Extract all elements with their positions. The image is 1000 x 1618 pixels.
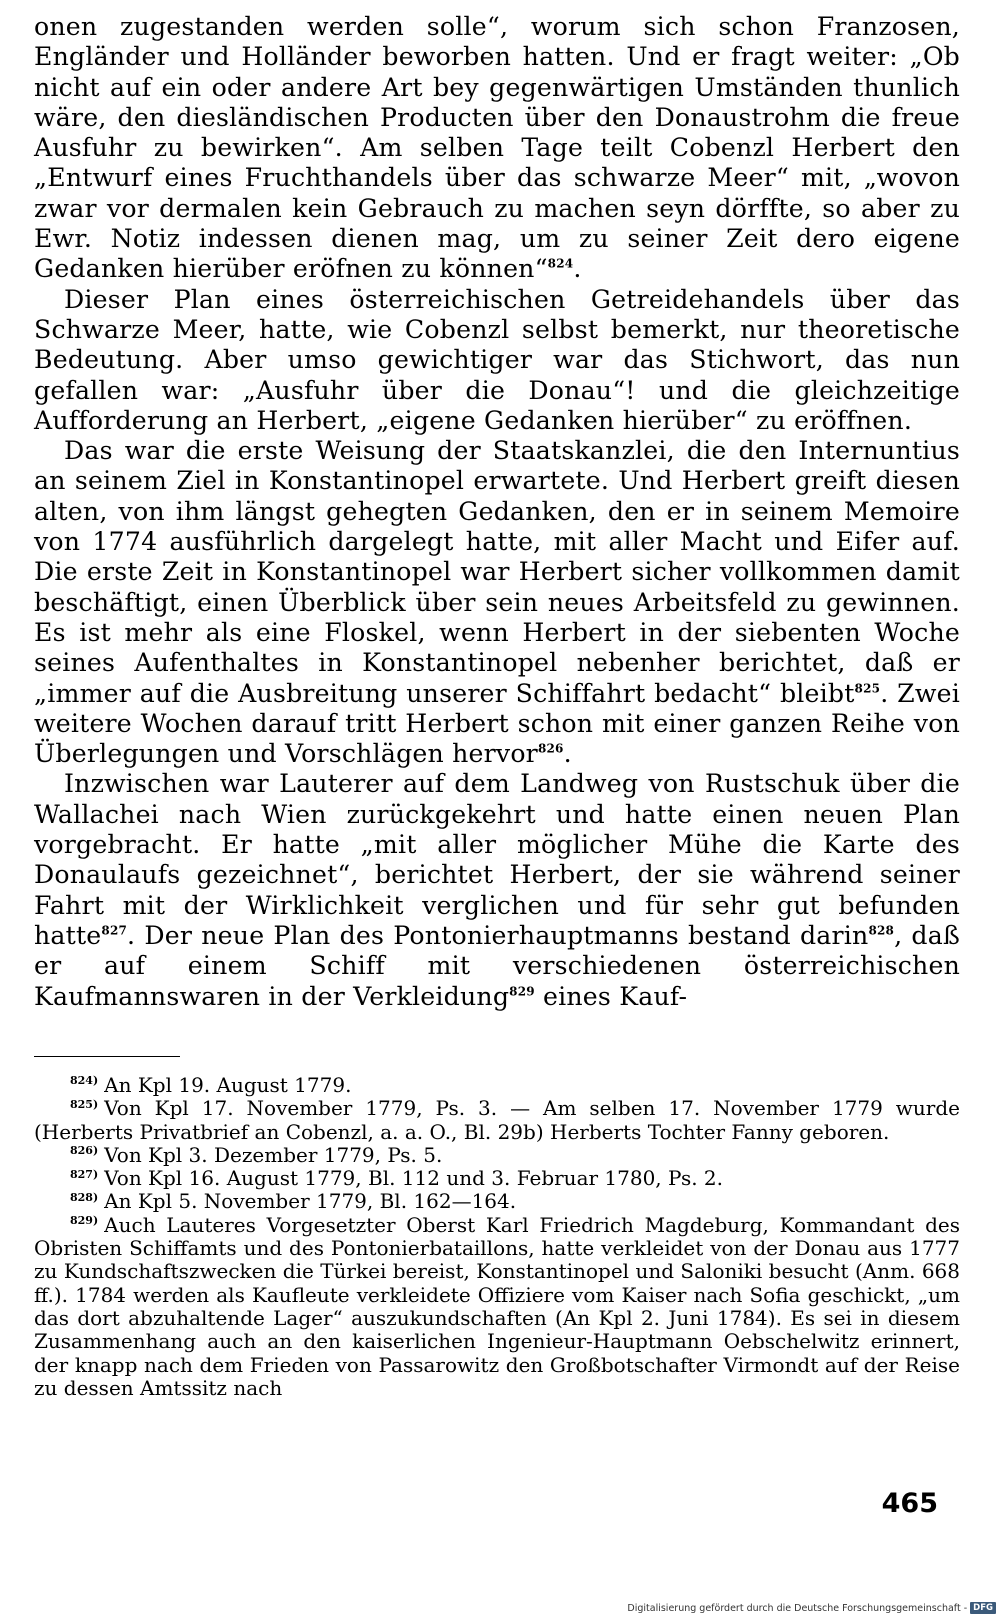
footnote-829: $^{829)}$ Auch Lauteres Vorgesetzter Oberst Karl Friedrich Magdeburg, Kommandant des Obristen Schiffamts und des Pontonierbataillons, hatte verkleidet von der Donau aus 1777 zu Kundschaftszwecken die Türkei bereist, Konstantinopel und Saloniki besucht (Anm. 668 ff.). 1784 werden als Kaufleute verkleidete Offiziere vom Kaiser nach Sofia geschickt, „um das dort abzuhaltende Lager“ auszukundschaften (An Kpl 2. Juni 1784). Es sei in diesem Zusammenhang auch an den kaiserlichen Ingenieur-Hauptmann Oebschelwitz erinnert, der knapp nach dem Frieden von Passarowitz den Großbotschafter Virmondt auf der Reise zu dessen Amtssitz nach: [34, 1212, 960, 1400]
footnote-ref-825[interactable]: 825: [854, 681, 881, 696]
paragraph-1: onen zugestanden werden solle“, worum sich schon Franzosen, Engländer und Holländer beworben hatten. Und er fragt weiter: „Ob nicht auf ein oder andere Art bey gegenwärtigen Umständen thunlich wäre, den diesländischen Producten über den Donaustrohm die freue Ausfuhr zu bewirken“. Am selben Tage teilt Cobenzl Herbert den „Entwurf eines Fruchthandels über das schwarze Meer“ mit, „wovon zwar vor dermalen kein Gebrauch zu machen seyn dörffte, so aber zu Ewr. Notiz indessen dienen mag, um zu seiner Zeit dero eigene Gedanken hierüber eröfnen zu können“$^{824}$.: [34, 12, 960, 284]
footnote-ref-824[interactable]: 824: [547, 256, 574, 271]
footnote-826: $^{826)}$ Von Kpl 3. Dezember 1779, Ps. 5.: [70, 1142, 443, 1167]
footnote-824: $^{824)}$ An Kpl 19. August 1779.: [70, 1073, 352, 1097]
dfg-logo-icon: DFG: [970, 1602, 996, 1614]
footnote-divider: [34, 1056, 180, 1057]
digitization-credit: [627, 1602, 996, 1614]
credit-text: Digitalisierung gefördert durch die Deutsche Forschungsgemeinschaft -: [627, 1602, 968, 1614]
footnote-825: $^{825)}$ Von Kpl 17. November 1779, Ps. 3. — Am selben 17. November 1779 wurde (Herberts Privatbrief an Cobenzl, a. a. O., Bl. 29b) Herberts Tochter Fanny geboren.: [34, 1096, 960, 1144]
footnote-ref-827[interactable]: 827: [101, 923, 128, 938]
footnote-ref-826[interactable]: 826: [537, 741, 564, 756]
footnotes: [34, 1074, 960, 1400]
main-text: [34, 12, 960, 1012]
footnote-ref-829[interactable]: 829: [509, 984, 535, 999]
paragraph-2: Dieser Plan eines österreichischen Getreidehandels über das Schwarze Meer, hatte, wie Cobenzl selbst bemerkt, nur theoretische Bedeutung. Aber umso gewichtiger war das Stichwort, das nun gefallen war: „Ausfuhr über die Donau“! und die gleichzeitige Aufforderung an Herbert, „eigene Gedanken hierüber“ zu eröffnen.: [34, 284, 960, 435]
paragraph-3: Das war die erste Weisung der Staatskanzlei, die den Internuntius an seinem Ziel in Konstantinopel erwartete. Und Herbert greift diesen alten, von ihm längst gehegten Gedanken, den er in seinem Memoire von 1774 ausführlich dargelegt hatte, mit aller Macht und Eifer auf. Die erste Zeit in Konstantinopel war Herbert sicher vollkommen damit beschäftigt, einen Überblick über sein neues Arbeitsfeld zu gewinnen. Es ist mehr als eine Floskel, wenn Herbert in der siebenten Woche seines Aufenthaltes in Konstantinopel nebenher berichtet, daß er „immer auf die Ausbreitung unserer Schiffahrt bedacht“ bleibt$^{825}$. Zwei weitere Wochen darauf tritt Herbert schon mit einer ganzen Reihe von Überlegungen und Vorschlägen hervor$^{826}$.: [34, 436, 960, 769]
footnote-ref-828[interactable]: 828: [868, 923, 895, 938]
footnote-828: $^{828)}$ An Kpl 5. November 1779, Bl. 162—164.: [70, 1189, 517, 1214]
footnote-827: $^{827)}$ Von Kpl 16. August 1779, Bl. 112 und 3. Februar 1780, Ps. 2.: [70, 1166, 723, 1191]
paragraph-4: Inzwischen war Lauterer auf dem Landweg von Rustschuk über die Wallachei nach Wien zurückgekehrt und hatte einen neuen Plan vorgebracht. Er hatte „mit aller möglicher Mühe die Karte des Donaulaufs gezeichnet“, berichtet Herbert, der sie während seiner Fahrt mit der Wirklichkeit verglichen und für sehr gut befunden hatte$^{827}$. Der neue Plan des Pontonierhauptmanns bestand darin$^{828}$, daß er auf einem Schiff mit verschiedenen österreichischen Kaufmannswaren in der Verkleidung$^{829}$ eines Kauf-: [34, 769, 960, 1011]
page-number: 465: [881, 1488, 938, 1519]
